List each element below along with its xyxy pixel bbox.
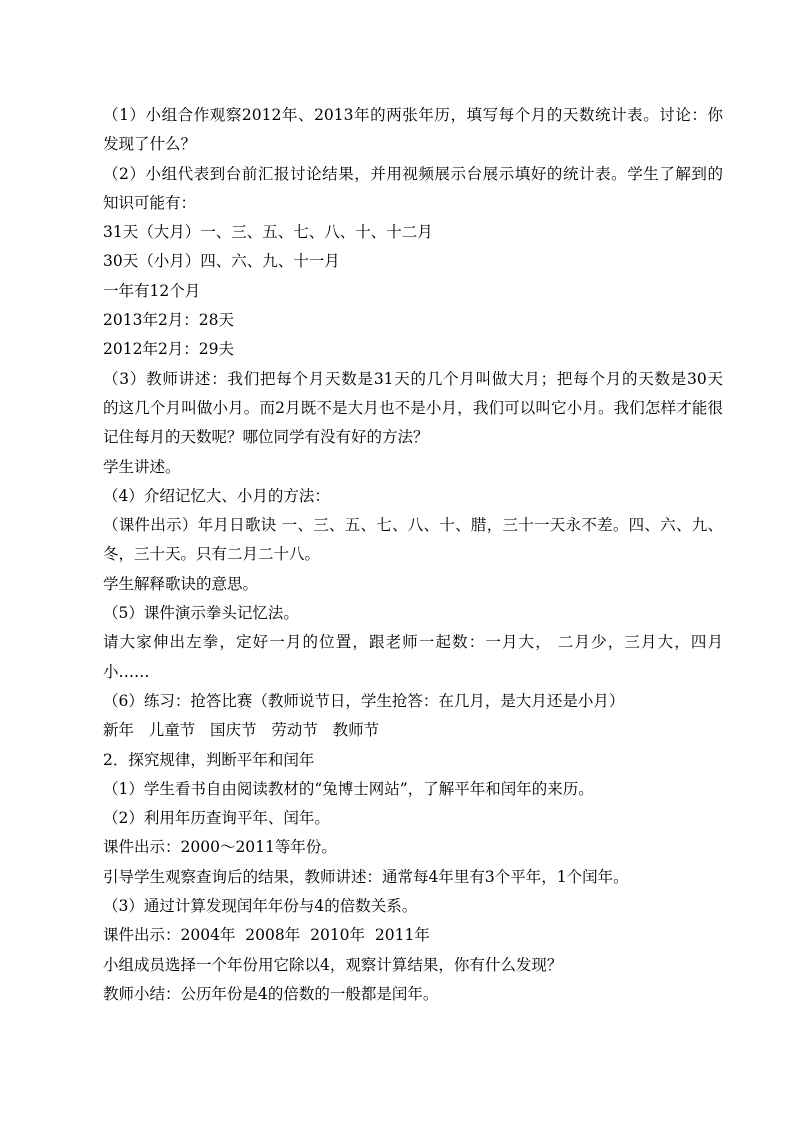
paragraph-line: 教师小结：公历年份是4的倍数的一般都是闰年。 (103, 984, 439, 1003)
paragraph-line: 小组成员选择一个年份用它除以4，观察计算结果，你有什么发现？ (103, 955, 563, 974)
paragraph-line: 冬，三十天。只有二月二十八。 (103, 545, 321, 564)
paragraph-line: （课件出示）年月日歌诀 一、三、五、七、八、十、腊，三十一天永不差。四、六、九、 (103, 516, 723, 535)
paragraph-line: 新年 儿童节 国庆节 劳动节 教师节 (103, 721, 380, 740)
paragraph-line: （6）练习：抢答比赛（教师说节日，学生抢答：在几月，是大月还是小月） (103, 691, 625, 710)
paragraph-line: （4）介绍记忆大、小月的方法： (103, 486, 330, 505)
paragraph-line: （2）利用年历查询平年、闰年。 (103, 809, 330, 828)
paragraph-line: （3）教师讲述：我们把每个月天数是31天的几个月叫做大月；把每个月的天数是30天 (103, 369, 723, 388)
paragraph-line: 小…… (103, 662, 150, 681)
paragraph-line: 发现了什么？ (103, 135, 197, 154)
paragraph-line: 的这几个月叫做小月。而2月既不是大月也不是小月，我们可以叫它小月。我们怎样才能很 (103, 398, 723, 417)
paragraph-line: （3）通过计算发现闰年年份与4的倍数关系。 (103, 897, 418, 916)
paragraph-line: （5）课件演示拳头记忆法。 (103, 604, 299, 623)
paragraph-line: 学生讲述。 (103, 457, 181, 476)
paragraph-line: 2012年2月：29夫 (103, 340, 235, 359)
paragraph-line: 30天（小月）四、六、九、十一月 (103, 252, 340, 271)
paragraph-line: 知识可能有： (103, 193, 197, 212)
paragraph-line: （1）学生看书自由阅读教材的“兔博士网站”，了解平年和闰年的来历。 (103, 779, 594, 798)
document-body (103, 101, 723, 1009)
paragraph-line: （1）小组合作观察2012年、2013年的两张年历，填写每个月的天数统计表。讨论：你 (103, 106, 723, 124)
paragraph-line: 课件出示：2004年 2008年 2010年 2011年 (103, 926, 430, 945)
paragraph-line: 2013年2月：28天 (103, 311, 235, 330)
paragraph-line: 记住每月的天数呢？哪位同学有没有好的方法？ (103, 428, 429, 447)
paragraph-line: 课件出示：2000～2011等年份。 (103, 838, 337, 857)
paragraph-line: 一年有12个月 (103, 281, 201, 300)
paragraph-line: 请大家伸出左拳，定好一月的位置，跟老师一起数：一月大， 二月少，三月大，四月 (103, 633, 723, 652)
paragraph-line: （2）小组代表到台前汇报讨论结果，并用视频展示台展示填好的统计表。学生了解到的 (103, 164, 723, 183)
paragraph-line: 引导学生观察查询后的结果，教师讲述：通常每4年里有3个平年，1个闰年。 (103, 867, 629, 886)
paragraph-line: 学生解释歌诀的意思。 (103, 574, 259, 593)
paragraph-line: 2．探究规律，判断平年和闰年 (103, 750, 315, 769)
paragraph-line: 31天（大月）一、三、五、七、八、十、十二月 (103, 223, 433, 242)
